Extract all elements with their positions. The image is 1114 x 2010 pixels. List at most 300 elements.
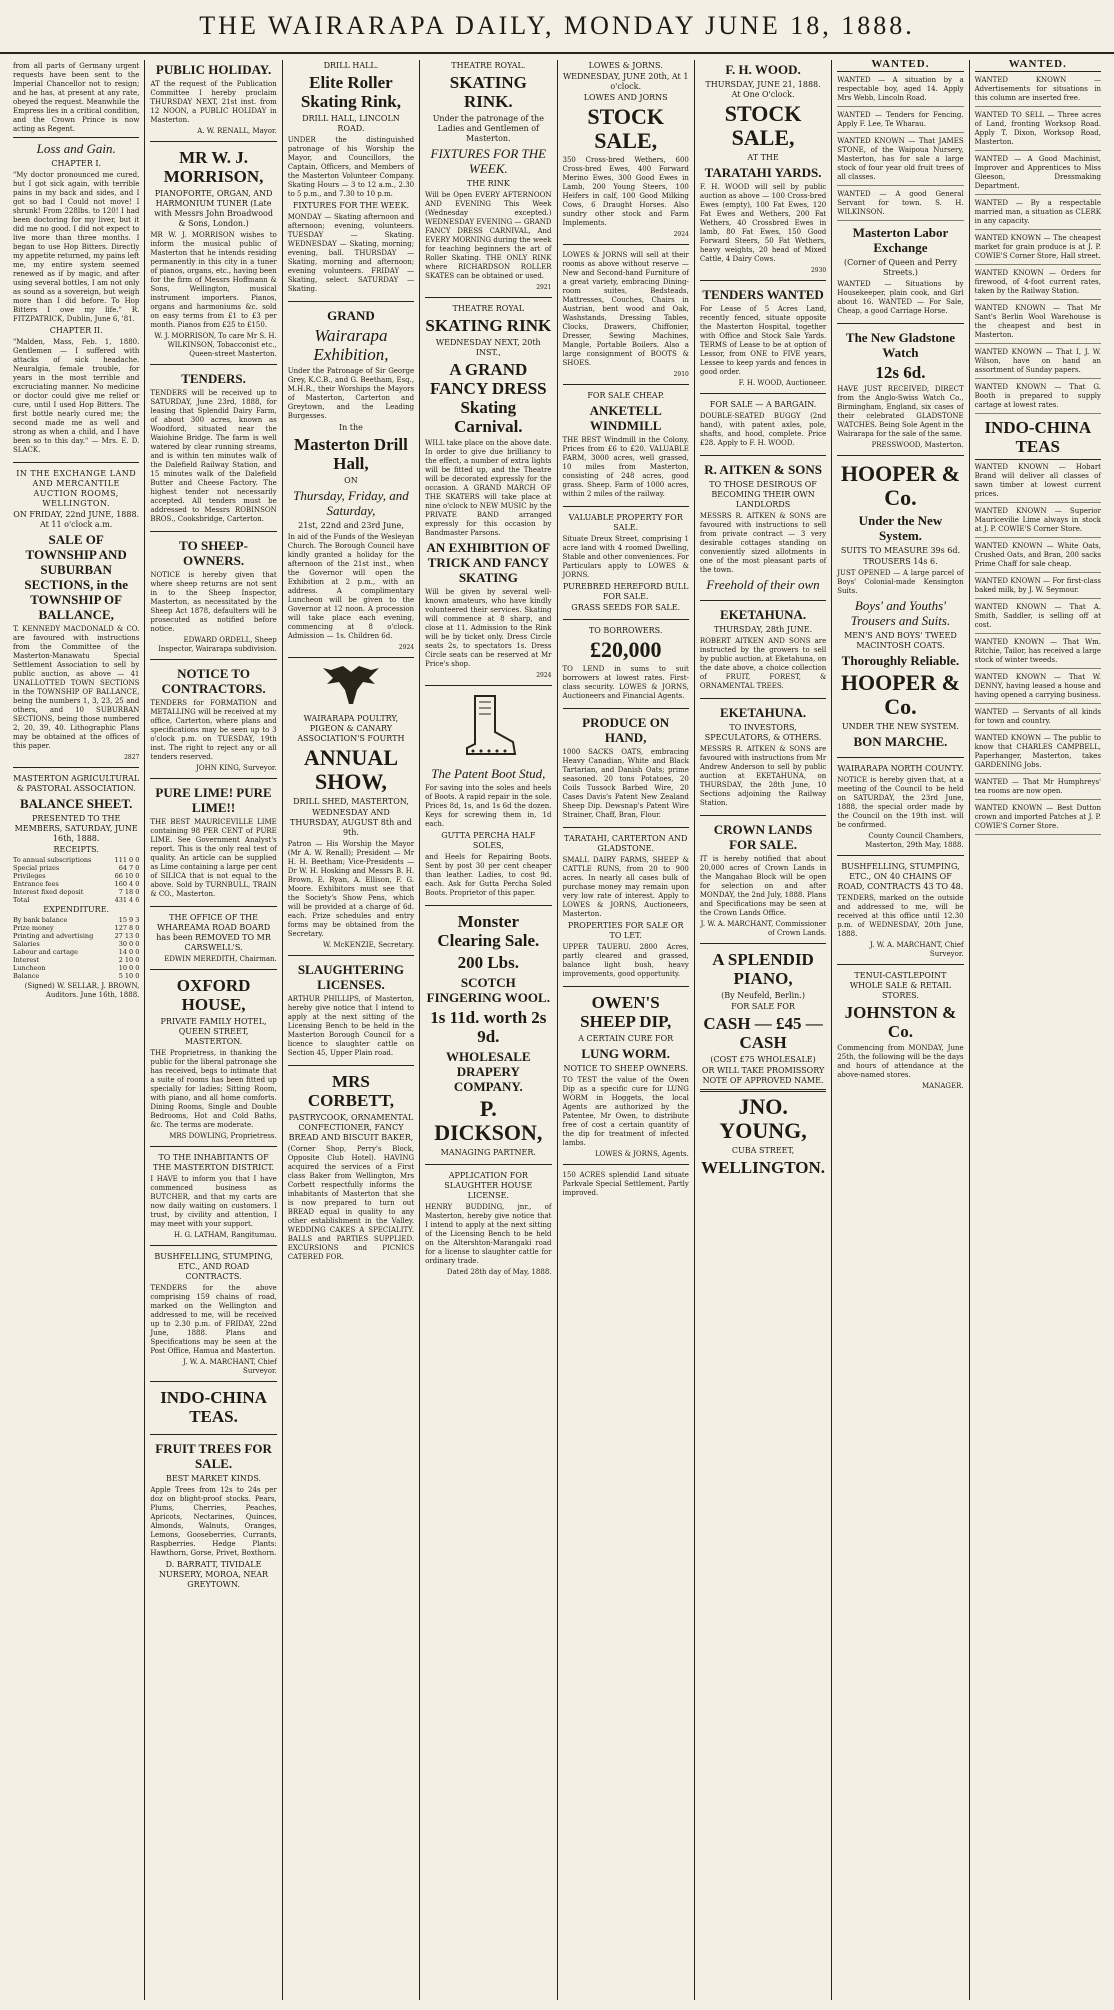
freehold: Freehold of their own xyxy=(706,577,820,592)
rink-sub: DRILL HALL, LINCOLN ROAD. xyxy=(302,114,400,133)
loan-head: TO BORROWERS. xyxy=(588,626,663,635)
wex-in: In the xyxy=(338,423,363,432)
carnival-body: WILL take place on the above date. In order to give due brilliancy to the effect, a number of extra lights will be fitted up, and the Theatre will be decorated expressly for the occasion. A GRAND MARCH OF THE SKATERS will take place at nine o'clock to NEW MUSIC by the PRIVATE BAND arranged expressly for this occasion by Bandmaster Parsons. xyxy=(425,439,552,537)
sheep-body: NOTICE is hereby given that where sheep returns are not sent in to the Sheep Inspector, Masterton, as necessitated by the Sheep Act 1878, defaulters will be prosecuted as notified before notice. xyxy=(150,571,277,633)
owen-head: OWEN'S SHEEP DIP, xyxy=(580,993,672,1031)
windmill-ad xyxy=(563,391,689,507)
loan-ad xyxy=(563,626,689,709)
contractors-body: TENDERS for FORMATION and METALLING will be received at my office, Carterton, where plans and specifications may be seen up to 3 o'clock p.m. on TUESDAY, 19th inst. The right to reject any or all tenders reserved. xyxy=(150,699,277,761)
prop-head: VALUABLE PROPERTY FOR SALE. xyxy=(568,513,683,532)
watch-price: 12s 6d. xyxy=(875,363,926,382)
slaughter-body: ARTHUR PHILLIPS, of Masterton, hereby give notice that I intend to apply at the next sitting of the Licensing Bench to be held in the Masterton Borough Council for a licence to slaughter cattle on Section 45, Upper Plain road. xyxy=(287,995,415,1057)
wanted-item: WANTED KNOWN — That G. Booth is prepared to supply cartage at lowest rates. xyxy=(975,383,1101,414)
owen-body: TO TEST the value of the Owen Dip as a specific cure for LUNG WORM in Hoggets, the local Agents are authorized by the Patentee, Mr Owen, to distribute free of cost a certain quantity of the dip for treatment of infected lambs. xyxy=(562,1076,689,1147)
morrison-head: MR W. J. MORRISON, xyxy=(163,148,264,186)
hooper-2: HOOPER & Co. xyxy=(840,670,961,719)
morrison-ad xyxy=(150,148,276,365)
table-row: Luncheon 10 0 0 xyxy=(13,964,140,972)
sale-head: FOR SALE CHEAP. xyxy=(587,391,665,400)
stock-at: AT THE xyxy=(747,153,779,162)
ph-sign: A. W. RENALL, Mayor. xyxy=(197,127,277,135)
wood-stock-ad xyxy=(700,62,826,281)
prop-body: Situate Dreux Street, comprising 1 acre land with 4 roomed Dwelling, Stable and other conveniences. For Particulars apply to LOWES & JORNS. xyxy=(562,535,689,579)
fhw-date: THURSDAY, JUNE 21, 1888. At One O'clock. xyxy=(705,80,821,99)
aitken-body: MESSRS R. AITKEN & SONS are favoured with instructions to sell from private contract — 3 very desirable cottages standing on conveniently sized allotments in one of the most pleasant parts of the town. xyxy=(699,512,827,574)
tenui-head: TENUI-CASTLEPOINT WHOLE SALE & RETAIL STORES. xyxy=(849,971,951,1000)
corbett-sub: PASTRYCOOK, ORNAMENTAL CONFECTIONER, FANCY BREAD AND BISCUIT BAKER, xyxy=(288,1113,414,1142)
column-4 xyxy=(420,60,557,2000)
wex-dates: 21st, 22nd and 23rd June, xyxy=(298,521,404,530)
newspaper-title: THE WAIRARAPA DAILY, MONDAY JUNE 18, 1888. xyxy=(199,11,915,40)
column-5 xyxy=(558,60,695,2000)
dickson-sub: MANAGING PARTNER. xyxy=(440,1148,536,1157)
tend-body: For Lease of 5 Acres Land, recently fenced, situate opposite the Masterton Hospital, together with Office and Stock Sale Yards. TERMS of Lease to be at option of Lessor, from ONE to FIVE years, Lessee to keep yards and fences in good order. xyxy=(699,305,827,376)
corbett-body: (Corner Shop, Perry's Block, Opposite Club Hotel). HAVING acquired the services of a First class Baker from Wellington, Mrs Corbett respectfully informs the inhabitants of Masterton that she is now prepared to turn out BREAD equal in quality to any other establishment in the Valley. WEDDING CAKES A SPECIALITY. BALLS and PARTIES SUPPLIED. EXCURSIONS and PICNICS CATERED FOR. xyxy=(287,1145,415,1261)
stock-list: 350 Cross-bred Wethers, 600 Cross-bred Ewes, 400 Forward Merino Ewes, 300 Good Ewes in Lamb, 200 Young Steers, 100 Heifers in calf, 100 Good Milking Cows, 6 Draught Horses. Also sundry other stock and Farm Implements. xyxy=(562,156,689,227)
assoc-title: BALANCE SHEET. xyxy=(19,796,133,811)
wex-on: ON xyxy=(344,476,358,485)
stock-body: F. H. WOOD will sell by public auction as above — 100 Cross-bred Ewes (empty), 100 Fat Ewes, 120 Fat Ewes and Wethers, 200 Fat Wethers, 40 Crossbred Ewes in lamb, 80 Fat Ewes, 150 Good Forward Steers, 50 Fat Wethers, heavy weights, 20 head of Mixed Cattle, 4 Dairy Cows. xyxy=(699,183,827,263)
wex-days: Thursday, Friday, and Saturday, xyxy=(293,488,409,518)
wanted-item: WANTED — A good General Servant for town. S. H. WILKINSON. xyxy=(837,190,963,221)
ledger-table-2 xyxy=(13,916,139,980)
ank-head: ANKETELL WINDMILL xyxy=(589,403,662,433)
lime-ad xyxy=(150,785,276,907)
oxford-sign: MRS DOWLING, Proprietress. xyxy=(169,1132,277,1140)
news-story xyxy=(13,62,139,463)
piano-maker: (By Neufeld, Berlin.) xyxy=(721,991,805,1000)
columns xyxy=(8,60,1106,2000)
trick-num: 2924 xyxy=(536,672,552,679)
acres-ad xyxy=(563,1171,689,1205)
tend-sign: F. H. WOOD, Auctioneer. xyxy=(738,379,827,387)
wex-hall: Masterton Drill Hall, xyxy=(294,435,408,473)
app-body: HENRY BUDDING, jnr., of Masterton, hereby give notice that I intend to apply at the next sitting of the Licensing Bench to be held on the Altershton-Marangaki road for a license to slaughter cattle for ordinary trade. xyxy=(425,1203,552,1265)
show-head: ANNUAL SHOW, xyxy=(303,745,398,794)
wanted-item: WANTED — A Good Machinist, Improver and Apprentices to Miss Gleeson, Dressmaking Department. xyxy=(975,155,1101,195)
auction-num: 2827 xyxy=(124,754,140,761)
lj2-body: LOWES & JORNS will sell at their rooms as above without reserve — New and Second-hand Furniture of a great variety, embracing Dining-room suites, Bedsteads, Mattresses, Couches, Chairs in Austrian, bent wood and Oak, Washstands, Dressing Tables, Clocks, Drawers, Chiffonier, Dresser, Sewing Machines, Mangle, Portable Boilers. Also a large consignment of BOOTS & SHOES. xyxy=(562,251,689,367)
lime-body: THE BEST MAURICEVILLE LIME containing 98 PER CENT of PURE LIME. See Government Analyst's report. This is the only real test of quality. An article can be supplied as Lime containing a large per cent of SILICA that is not equal to the above. Sold by TURNBULL, TRAIN & CO., Masterton. xyxy=(150,818,277,898)
indo-head: INDO-CHINA TEAS. xyxy=(160,1388,267,1426)
tara-head: TARATAHI, CARTERTON AND GLADSTONE. xyxy=(563,834,688,853)
aitken-ad xyxy=(700,462,826,601)
crown-lands-ad xyxy=(700,822,826,944)
table-row: Total 431 4 6 xyxy=(13,896,140,904)
contractors-ad xyxy=(150,666,276,779)
eke-body: ROBERT AITKEN AND SONS are instructed by the growers to sell by public auction, at Eketahuna, on the date above, a choice collection of FRUIT, FOREST, & ORNAMENTAL TREES. xyxy=(699,637,827,690)
wanted-item: WANTED KNOWN — The public to know that CHARLES CAMPBELL, Paperhanger, Masterton, takes GARDENING Jobs. xyxy=(975,734,1101,774)
trick-body: Will be given by several well-known amateurs, who have kindly volunteered their services. Skating will commence at 8 sharp, and close at 11. Admission to the Rink will be by ticket only. Dress Circle seats 2s, to spectators 1s. Dress Circle seats can be reserved at Mr Price's shop. xyxy=(425,588,552,668)
wanted-item: WANTED KNOWN — That A. Smith, Saddler, is selling off at cost. xyxy=(975,603,1101,634)
aitken-sub: TO THOSE DESIROUS OF BECOMING THEIR OWN LANDLORDS xyxy=(709,480,817,509)
rink-ad xyxy=(288,61,414,302)
eketahuna-head: EKETAHUNA. xyxy=(720,607,807,622)
boot-icon xyxy=(453,692,523,762)
young-city: WELLINGTON. xyxy=(701,1158,826,1177)
show-sign: W. McKENZIE, Secretary. xyxy=(323,941,415,949)
exhibition-ad xyxy=(288,308,414,658)
wood-tenders-ad xyxy=(700,287,826,394)
fixtures-body: MONDAY — Skating afternoon and afternoon; evening, volunteers. TUESDAY — Skating. WEDNESDAY — Skating, morning; evening, ball. THURSDAY — Skating, morning and afternoon; evening volunteers. FRIDAY — Skating, select. SATURDAY — Skating. xyxy=(287,213,415,293)
county-head: WAIRARAPA NORTH COUNTY. xyxy=(837,764,964,773)
oxford-ad xyxy=(150,976,276,1147)
butcher-body: I HAVE to inform you that I have commenced business as BUTCHER, and that my carts are now daily waiting on customers. I trust, by civility and attention, I may meet with your support. xyxy=(150,1175,277,1228)
produce-body: 1000 SACKS OATS, embracing Heavy Canadian, White and Black Tartarian, and Danish Oats; prime seasoned. 20 tons Potatoes, 20 Coils Tussock Barbed Wire, 20 Cases Davis's Patent New Zealand Sheep Dip. Dewsnap's Patent Wire Strainer, Chaff, Bran, Flour. xyxy=(562,748,689,819)
lj-date: WEDNESDAY, JUNE 20th, At 1 o'clock. xyxy=(562,72,689,91)
tara-body: SMALL DAIRY FARMS, SHEEP & CATTLE RUNS, from 20 to 900 acres. In nearly all cases bulk of purchase money may remain upon very low rate of interest. Apply to LOWES & JORNS, Auctioneers, Masterton. xyxy=(562,856,689,918)
eketahuna-2-ad xyxy=(700,705,826,816)
butcher-sign: H. G. LATHAM, Rangitumau. xyxy=(173,1231,277,1239)
table-row: To annual subscriptions 111 0 0 xyxy=(13,856,140,864)
grass: GRASS SEEDS FOR SALE. xyxy=(571,603,681,612)
auction-body: T. KENNEDY MACDONALD & CO. are favoured with instructions from the Committee of the Masterton-Manawatu Special Settlement Association to sell by public auction, as above — 41 UNALLOTTED TOWN SECTIONS in the TOWNSHIP OF BALLANCE, being the numbers 1, 3, 23, 25 and others, and 10 SUBURBAN SECTIONS, being those numbered 2, 20, 39, 40. Lithographic Plans may be obtained at the offices of this paper. xyxy=(13,625,140,750)
theatre-rink-ad xyxy=(425,61,551,298)
lease-head: PROPERTIES FOR SALE OR TO LET. xyxy=(567,921,684,940)
owen-sub-3: NOTICE TO SHEEP OWNERS. xyxy=(563,1064,688,1073)
story-chapter-2: CHAPTER II. xyxy=(49,326,103,335)
young-head: JNO. YOUNG, xyxy=(719,1094,807,1143)
monster-head: Monster Clearing Sale. xyxy=(437,912,540,950)
piano-cost: (COST £75 WHOLESALE) xyxy=(710,1055,816,1064)
whare-head: THE OFFICE OF THE WHAREAMA ROAD BOARD has been REMOVED TO MR CARSWELL'S. xyxy=(156,913,271,952)
gutta-head: GUTTA PERCHA HALF SOLES, xyxy=(441,831,536,850)
reliable: Thoroughly Reliable. xyxy=(841,653,960,668)
table-row: Labour and cartage 14 0 0 xyxy=(13,948,140,956)
story-body-2: "Malden, Mass, Feb. 1, 1880. Gentlemen — I suffered with attacks of sick headache. Neuralgia, female trouble, for years in the most terrible and excruciating manner. No medicine or doctor could give me relief or cure, until I used Hop Bitters. The first bottle nearly cured me; the second made me as well and strong as when a child, and I have been so to this day." — Mrs. E. D. SLACK. xyxy=(13,338,140,454)
oxford-head: OXFORD HOUSE, xyxy=(176,976,251,1014)
clearing-sale-ad xyxy=(425,912,551,1165)
labor-exchange-ad xyxy=(837,225,963,324)
auction-head: IN THE EXCHANGE LAND AND MERCANTILE AUCTION ROOMS, WELLINGTON. xyxy=(16,469,137,508)
rink-head: Elite Roller Skating Rink, xyxy=(300,73,402,111)
property-ad xyxy=(563,513,689,620)
lease-body: UPPER TAUERU. 2800 Acres, partly cleared and grassed, balance light bush, heavy improvements, good opportunity. xyxy=(562,943,689,978)
fruit-head: FRUIT TREES FOR SALE. xyxy=(155,1441,272,1471)
hooper-ad xyxy=(837,462,963,758)
butcher-head: TO THE INHABITANTS OF THE MASTERTON DISTRICT. xyxy=(153,1153,275,1172)
whare-sign: EDWIN MEREDITH, Chairman. xyxy=(164,955,277,963)
table-row: Salaries 30 0 0 xyxy=(13,940,140,948)
bushfelling-2-ad xyxy=(837,862,963,965)
ledger-expend: EXPENDITURE. xyxy=(43,905,110,914)
young-sub: CUBA STREET, xyxy=(731,1146,795,1155)
lbs-head: 200 Lbs. xyxy=(457,953,520,972)
watch-ad xyxy=(837,330,963,456)
bush-head: BUSHFELLING, STUMPING, ETC., AND ROAD CONTRACTS. xyxy=(154,1252,273,1281)
mle-body: WANTED — Situations by Housekeeper, plain cook, and Girl about 16. WANTED — For Sale, Cheap, a good Carriage Horse. xyxy=(837,280,964,315)
watch-body: HAVE JUST RECEIVED, DIRECT from the Anglo-Swiss Watch Co., Birmingham, England, six cases of their celebrated GLADSTONE WATCHES. Being Sole Agent in the Wairarapa for the sale of the same. xyxy=(837,385,964,438)
bargain-ad xyxy=(700,400,826,456)
table-row: Balance 5 10 0 xyxy=(13,972,140,980)
stock-num-2: 2930 xyxy=(810,267,827,274)
stock-head-2: STOCK SALE, xyxy=(724,101,802,150)
story-body: "My doctor pronounced me cured, but I got sick again, with terrible pains in my back and sides, and I got so bad I Could not move! I shrunk! From 228lbs. to 120! I had been doctoring for my liver, but it did me no good. I did not expect to live more than three months. I began to use Hop Bitters. Directly my appetite returned, my pains left me, my entire system seemed renewed as if by magic, and after using several bottles, I am not only as sound as a sovereign, but weigh more than I did before. To Hop Bitters I owe my life." R. FITZPATRICK, Dublin, June 6, '81. xyxy=(13,171,140,323)
rink-body-2: Will be Open EVERY AFTERNOON AND EVENING This Week (Wednesday excepted.) WEDNESDAY EVENING — GRAND FANCY DRESS CARNIVAL, And EVERY MORNING during the week for teaching beginners the art of Roller Skating. THE ONLY RINK where RICHARDSON ROLLER SKATES can be obtained or used. xyxy=(425,191,552,280)
poultry-head: WAIRARAPA POULTRY, PIGEON & CANARY ASSOCIATION'S FOURTH xyxy=(297,714,405,743)
county-sign: County Council Chambers, Masterton, 29th May, 1888. xyxy=(865,832,964,849)
oxford-sub: PRIVATE FAMILY HOTEL, QUEEN STREET, MASTERTON. xyxy=(160,1017,267,1046)
wanted-head: WANTED. xyxy=(837,60,963,72)
column-3 xyxy=(283,60,420,2000)
morrison-sub: PIANOFORTE, ORGAN, AND HARMONIUM TUNER (Late with Messrs John Broadwood & Sons, London.) xyxy=(154,189,273,228)
fruit-sign: D. BARRATT, TIVIDALE NURSERY, MOROA, NEAR GREYTOWN. xyxy=(159,1560,269,1589)
wex-body: Under the Patronage of Sir George Grey, K.C.B., and G. Beetham, Esq., M.H.R., their Worships the Mayors of Masterton, Carterton and Greytown, and the Leading Burgesses. xyxy=(287,367,415,420)
contractors-sign: JOHN KING, Surveyor. xyxy=(196,764,277,772)
stock-yard: TARATAHI YARDS. xyxy=(704,165,822,180)
carnival-date: WEDNESDAY NEXT, 20th INST., xyxy=(435,338,541,357)
stock-num: 2924 xyxy=(673,231,689,238)
fix-head: FIXTURES FOR THE WEEK. xyxy=(430,146,547,176)
sheep-sign: EDWARD ORDELL, Sheep Inspector, Wairarapa subdivision. xyxy=(158,636,277,653)
acres-head: 150 ACRES splendid Land situate Parkvale Special Settlement, Partly improved. xyxy=(562,1171,689,1197)
watch-sign: PRESSWOOD, Masterton. xyxy=(871,441,964,449)
table-row: Printing and advertising 27 13 0 xyxy=(13,932,140,940)
piano-price: CASH — £45 — CASH xyxy=(703,1014,823,1052)
bush-sign: J. W. A. MARCHANT, Chief Surveyor. xyxy=(183,1358,277,1375)
story-title: Loss and Gain. xyxy=(36,141,116,156)
rink-body: UNDER the distinguished patronage of his Worship the Mayor, and Councillors, the Captain, Officers, and Members of the Masterton Volunteer Company. Skating Hours — 3 to 12 a.m., 2.30 to 5 p.m., and 7.30 to 10 p.m. xyxy=(287,136,415,198)
table-row: Entrance fees 160 4 0 xyxy=(13,880,140,888)
loan-amt: £20,000 xyxy=(589,637,662,662)
piano-sale: FOR SALE FOR xyxy=(731,1002,795,1011)
suits: SUITS TO MEASURE 39s 6d. xyxy=(840,546,961,555)
morrison-body: MR W. J. MORRISON wishes to inform the musical public of Masterton that he intends residing permanently in this city in a tuner of pianos, organs, etc., having been for the firm of Messrs Hoffmann & Sons, Wellington, musical instrument importers. Pianos, organs and harmoniums &c. sold on easy terms from £1 to £3 per month. Pianos from £25 to £150. xyxy=(150,231,277,329)
owen-sub: A CERTAIN CURE FOR xyxy=(578,1034,674,1043)
eke2-body: MESSRS R. AITKEN & SONS are favoured with instructions from Mr Andrew Anderson to sell by public auction at EKETAHUNA, on THURSDAY, the 28th June, 10 Sections adjoining the Railway Station. xyxy=(699,745,827,807)
tenders-head: TENDERS. xyxy=(181,371,246,386)
boot-ad xyxy=(425,692,551,906)
rink-word: THE RINK xyxy=(466,179,510,188)
piano-ad xyxy=(700,950,826,1185)
scotch-head: SCOTCH FINGERING WOOL. xyxy=(426,975,550,1005)
lj-head: LOWES & JORNS. xyxy=(588,61,663,70)
crown-head: CROWN LANDS FOR SALE. xyxy=(713,822,813,852)
slaughter-head: SLAUGHTERING LICENSES. xyxy=(297,962,405,992)
wanted-item: WANTED KNOWN — That I, J. W. Wilson, have on hand an assortment of Sunday papers. xyxy=(975,348,1101,379)
app-head: APPLICATION FOR SLAUGHTER HOUSE LICENSE. xyxy=(444,1171,533,1200)
wanted-item: WANTED KNOWN — Best Dutton crown and imported Patches at J. P. COWIE'S Corner Store. xyxy=(975,804,1101,835)
hooper2-sub: UNDER THE NEW SYSTEM. xyxy=(841,722,959,731)
lime-head: PURE LIME! PURE LIME!! xyxy=(155,785,272,815)
table-row: Interest 2 10 0 xyxy=(13,956,140,964)
bush-body-2: TENDERS, marked on the outside and addressed to me, will be received at this office until 12.30 p.m. of WEDNESDAY, 20th June, 1888. xyxy=(837,894,964,938)
tenders-ad xyxy=(150,371,276,532)
hooper-sub: Under the New System. xyxy=(858,513,943,543)
ledger-signed: (Signed) W. SELLAR, J. BROWN, Auditors. June 16th, 1888. xyxy=(24,982,140,999)
sheep-head: TO SHEEP-OWNERS. xyxy=(179,538,248,568)
wanted-item: WANTED — Servants of all kinds for town and country. xyxy=(975,708,1101,730)
whole-head: WHOLESALE DRAPERY COMPANY. xyxy=(446,1049,531,1094)
mle-sub: (Corner of Queen and Perry Streets.) xyxy=(844,258,957,277)
column-1 xyxy=(8,60,145,2000)
tr-head: THEATRE ROYAL. xyxy=(451,61,526,70)
corbett-head: MRS CORBETT, xyxy=(307,1072,394,1110)
boys: Boys' and Youths' Trousers and Suits. xyxy=(850,598,951,628)
table-row: Privileges 66 10 0 xyxy=(13,872,140,880)
drill-head: DRILL HALL. xyxy=(323,61,379,70)
ank-body: THE BEST Windmill in the Colony. Prices from £6 to £20. VALUABLE FARM, 3000 acres, well grassed, 10 miles from Masterton, consisting of 248 acres, good grass. Sheep. Farm of 1000 acres, within 2 miles of the railway. xyxy=(562,436,689,498)
butcher-ad xyxy=(150,1153,276,1246)
wanted-item: WANTED — Tenders for Fencing. Apply F. Lee, Te Wharau. xyxy=(837,111,963,133)
story-top: from all parts of Germany urgent requests have been sent to the Imperial Chancellor not to resign; and he has, at present at any rate, obeyed the request. Meanwhile the Empress lies in a critical condition, and the Crown Prince is now acting as Regent. xyxy=(13,62,140,133)
johnston-body: Commencing from MONDAY, June 25th, the following will be the days and hours of attendance at the above-named stores. xyxy=(837,1044,964,1079)
wex-head: Wairarapa Exhibition, xyxy=(313,326,389,364)
table-row: Special prizes 64 7 0 xyxy=(13,864,140,872)
bush-body: TENDERS for the above comprising 159 chains of road, marked on the Wellington and addressed to me, will be received up to 2.30 p.m. of FRIDAY, 22nd June, 1888. Plans and Specifications may be seen at the Post Office, Hamua and Masterton. xyxy=(150,1284,277,1355)
wanted-item: WANTED TO SELL — Three acres of Land, fronting Worksop Road. Apply T. Dixon, Worksop Road, Masterton. xyxy=(975,111,1101,151)
app-sign: Dated 28th day of May, 1888. xyxy=(446,1268,552,1276)
oxford-body: THE Proprietress, in thanking the public for the liberal patronage she has received, begs to intimate that a suite of rooms has been fitted up specially for ladies; Sitting Room, with piano, and all home comforts. Dining Rooms, Single and Double Bedrooms, Hot and Cold Baths, &c. The terms are moderate. xyxy=(150,1049,277,1129)
column-7 xyxy=(832,60,969,2000)
fruit-body: Apple Trees from 12s to 24s per doz on blight-proof stocks. Pears, Plums, Cherries, Peaches, Apricots, Nectarines, Quinces, Almonds, Walnuts, Oranges, Lemons, Gooseberries, Currants, Raspberries. Hedge Plants: Hawthorn, Gorse, Privet, Boxthorn. xyxy=(150,1486,277,1557)
boot-head: The Patent Boot Stud, xyxy=(431,766,546,781)
carnival-ad xyxy=(425,304,551,686)
wex-num: 2924 xyxy=(398,644,415,651)
eke2-sub: TO INVESTORS, SPECULATORS, & OTHERS. xyxy=(704,723,822,742)
loan-body: TO LEND in sums to suit borrowers at lowest rates. First-class security. LOWES & JORNS, Auctioneers and Financial Agents. xyxy=(562,665,689,700)
fixtures-head: FIXTURES FOR THE WEEK. xyxy=(292,201,410,210)
lowes-furniture-ad xyxy=(563,251,689,385)
auction-notice xyxy=(13,469,139,768)
auction-title: SALE OF TOWNSHIP AND SUBURBAN SECTIONS, in the TOWNSHIP OF BALLANCE, xyxy=(24,532,129,622)
trousers: TROUSERS 14s 6. xyxy=(863,557,938,566)
ledger-table xyxy=(13,856,139,904)
dickson-head: P. DICKSON, xyxy=(434,1096,543,1145)
county-ad xyxy=(837,764,963,856)
eketahuna-ad xyxy=(700,607,826,699)
opened: JUST OPENED — A large parcel of Boys' Colonial-made Kensington Suits. xyxy=(837,569,964,595)
show-body: Patron — His Worship the Mayor (Mr A. W. Renall); President — Mr H. H. Beetham; Vice-Presidents — Dr W. H. Hosking and Messrs B. H. Brown, E. Ryan, A. Ellison, F. G. Moore. Exhibitors must see that the Society's Show Pens, which will be provided at a charge of 6d. each. Prize schedules and entry forms may be obtained from the Secretary. xyxy=(287,840,415,938)
skr2-head: SKATING RINK xyxy=(425,316,552,335)
lj2-num: 2910 xyxy=(673,371,689,378)
public-holiday-ad xyxy=(150,62,276,142)
auction-date: ON FRIDAY, 22nd JUNE, 1888. At 11 o'clock a.m. xyxy=(13,510,140,529)
grand-head: GRAND xyxy=(327,308,375,323)
fhw-head: F. H. WOOD. xyxy=(725,62,801,77)
crown-body: IT is hereby notified that about 20,000 acres of Crown Lands in the Mangahao Block will be open for selection on and after MONDAY, the 2nd July, 1888. Plans and Specifications may be seen at the Crown Lands Office. xyxy=(699,855,827,917)
aitken-head: R. AITKEN & SONS xyxy=(704,462,822,477)
whareama-ad xyxy=(150,913,276,970)
wanted-item: WANTED KNOWN — The cheapest market for grain produce is at J. P. COWIE'S Corner Store, Hall street. xyxy=(975,234,1101,265)
piano-or: OR WILL TAKE PROMISSORY NOTE OF APPROVED NAME. xyxy=(701,1066,825,1085)
skr-sub: Under the patronage of the Ladies and Gentlemen of Masterton. xyxy=(432,114,544,143)
corbett-ad xyxy=(288,1072,414,1269)
story-chapter: CHAPTER I. xyxy=(51,159,102,168)
wanted-item: WANTED KNOWN — That Wm. Ritchie, Tailor, has received a large stock of winter tweeds. xyxy=(975,638,1101,669)
slaughter-app-ad xyxy=(425,1171,551,1282)
column-6 xyxy=(695,60,832,2000)
purebred: PUREBRED HEREFORD BULL FOR SALE. xyxy=(562,582,689,601)
produce-ad xyxy=(563,715,689,828)
bushfelling-ad xyxy=(150,1252,276,1382)
wanted-item: WANTED — That Mr Humphreys' tea rooms are now open. xyxy=(975,778,1101,800)
indo-head-2: INDO-CHINA TEAS xyxy=(984,418,1092,456)
wanted-item: WANTED KNOWN — Superior Mauricevilie Lime always in stock at J. P. COWIE'S Corner Store. xyxy=(975,507,1101,538)
wanted-head-2: WANTED. xyxy=(975,60,1101,72)
table-row: Interest fixed deposit 7 18 0 xyxy=(13,888,140,896)
rink-num: 2921 xyxy=(536,284,552,291)
produce-head: PRODUCE ON HAND, xyxy=(582,715,670,745)
eagle-icon xyxy=(321,664,381,710)
lowes-stock-ad xyxy=(563,61,689,245)
masthead xyxy=(0,0,1114,54)
owen-sign: LOWES & JORNS, Agents. xyxy=(594,1150,689,1158)
trick-head: AN EXHIBITION OF TRICK AND FANCY SKATING xyxy=(426,540,551,585)
bargain-head: FOR SALE — A BARGAIN. xyxy=(709,400,817,409)
johnston-sign: MANAGER. xyxy=(922,1082,964,1090)
taratahi-ad xyxy=(563,834,689,987)
owen-dip-ad xyxy=(563,993,689,1165)
eke-date: THURSDAY, 28th JUNE. xyxy=(713,625,813,634)
piano-head: A SPLENDID PIANO, xyxy=(712,950,814,988)
watch-head: The New Gladstone Watch xyxy=(845,330,955,360)
wanted-item: WANTED KNOWN — That JAMES STONE, of the Waipoua Nursery, Masterton, has for sale a large stock of four year old fruit trees of all classes. xyxy=(837,137,963,186)
balance-sheet xyxy=(13,774,139,1005)
tend-head: TENDERS WANTED xyxy=(702,287,824,302)
slaughter-ad xyxy=(288,962,414,1066)
poultry-ad xyxy=(288,664,414,956)
marche: BON MARCHE. xyxy=(853,734,948,749)
assoc-head: MASTERTON AGRICULTURAL & PASTORAL ASSOCIATION. xyxy=(13,774,140,793)
contractors-head: NOTICE TO CONTRACTORS. xyxy=(161,666,266,696)
wanted-item: WANTED — A situation by a respectable boy, aged 14. Apply Mrs Webb, Lincoln Road. xyxy=(837,76,963,107)
carnival-head: A GRAND FANCY DRESS Skating Carnival. xyxy=(429,360,547,436)
bush-head-2: BUSHFELLING, STUMPING, ETC., ON 40 CHAINS OF ROAD, CONTRACTS 43 TO 48. xyxy=(837,862,964,891)
morrison-sign: W. J. MORRISON, To care Mr S. H. WILKINSON, Tobacconist etc., Queen-street Masterton. xyxy=(154,332,277,358)
wanted-item: WANTED KNOWN — For first-class baked milk, by J. W. Seymour. xyxy=(975,577,1101,599)
tr2-head: THEATRE ROYAL xyxy=(452,304,525,313)
wanted-item: WANTED KNOWN — White Oats, Crushed Oats, and Bran, 200 sacks Prime Chaff for sale cheap. xyxy=(975,542,1101,573)
ledger-receipts: RECEIPTS. xyxy=(53,845,99,854)
table-row: Prize money 127 8 0 xyxy=(13,924,140,932)
wanted-item: WANTED — By a respectable married man, a situation as CLERK in any capacity. xyxy=(975,199,1101,230)
fruit-sub: BEST MARKET KINDS. xyxy=(166,1474,262,1483)
ph-body: AT the request of the Publication Committee I hereby proclaim THURSDAY NEXT, 21st inst. from 12 NOON, a PUBLIC HOLIDAY in Masterton. xyxy=(150,80,277,124)
wex-body-2: In aid of the Funds of the Wesleyan Church. The Borough Council have kindly granted a holiday for the afternoon of the 21st inst., when the Governor will open the Exhibition at 2 p.m., with an address. A complimentary Luncheon will be given to the Governor at 12 noon. A procession will take place each evening, commencing at 8 o'clock. Admission — 1s. Children 6d. xyxy=(287,533,415,640)
boot-body: For saving into the soles and heels of Boots. A rapid repair in the sole. Prices 8d, 1s, and 1s 6d the dozen. Keys for screwing them in, 1d each. xyxy=(425,784,552,828)
lj-by: LOWES AND JORNS xyxy=(583,93,668,102)
show-dates: WEDNESDAY AND THURSDAY, AUGUST 8th and 9th. xyxy=(290,808,412,837)
tenui-ad xyxy=(837,971,963,1096)
hooper-head: HOOPER & Co. xyxy=(840,461,961,510)
table-row: By bank balance 15 9 3 xyxy=(13,916,140,924)
mle-head: Masterton Labor Exchange xyxy=(852,225,949,255)
indo-ad xyxy=(150,1388,276,1435)
show-sub: DRILL SHED, MASTERTON, xyxy=(293,797,409,806)
owen-sub-2: LUNG WORM. xyxy=(581,1046,670,1061)
wanted-item: WANTED KNOWN — Orders for firewood, of 4-foot current rates, taken by the Railway Station. xyxy=(975,269,1101,300)
wanted-item: WANTED KNOWN — That W. DENNY, having leased a house and having opened a carrying business. xyxy=(975,673,1101,704)
tenders-body: TENDERS will be received up to SATURDAY, June 23rd, 1888, for leasing that Splendid Dairy Farm, of about 300 acres, known as Woodford, situated near the Waiohine Bridge. The farm is well watered by clear running streams, and is within ten minutes walk of the Dalefield Railway Station, and 15 minutes walk of the Dalefield Butter and Cheese Factory. The highest tender not necessarily accepted. All tenders must be addressed to Messrs ROBINSON BROS., Cooksbridge, Carterton. xyxy=(150,389,277,523)
tweed: MEN'S AND BOYS' TWEED MACINTOSH COATS. xyxy=(844,631,957,650)
fruit-ad xyxy=(150,1441,276,1596)
bargain-body: DOUBLE-SEATED BUGGY (2nd hand), with patent axles, pole, shafts, and hood, complete. Price £28. Apply to F. H. WOOD. xyxy=(699,412,827,447)
column-8 xyxy=(970,60,1106,2000)
stock-head: STOCK SALE, xyxy=(587,104,664,153)
wanted-item: WANTED KNOWN — That Mr Sant's Berlin Wool Warehouse is the cheapest and best in Masterton. xyxy=(975,304,1101,344)
price-head: 1s 11d. worth 2s 9d. xyxy=(430,1008,547,1046)
bush-sign-2: J. W. A. MARCHANT, Chief Surveyor. xyxy=(869,941,964,958)
assoc-sub: PRESENTED TO THE MEMBERS, SATURDAY, JUNE 16th, 1888. xyxy=(14,814,138,843)
skr-head: SKATING RINK. xyxy=(449,73,527,111)
wanted-item: WANTED KNOWN — Hobart Brand will deliver all classes of sawn timber at lowest current prices. xyxy=(975,463,1101,503)
johnston-head: JOHNSTON & Co. xyxy=(844,1003,957,1041)
eke2-head: EKETAHUNA. xyxy=(720,705,807,720)
sheep-ad xyxy=(150,538,276,660)
county-body: NOTICE is hereby given that, at a meeting of the Council to be held on SATURDAY, the 23rd June, 1888, the special order made by the Council on the 19th inst. will be confirmed. xyxy=(837,776,964,829)
column-2 xyxy=(145,60,282,2000)
